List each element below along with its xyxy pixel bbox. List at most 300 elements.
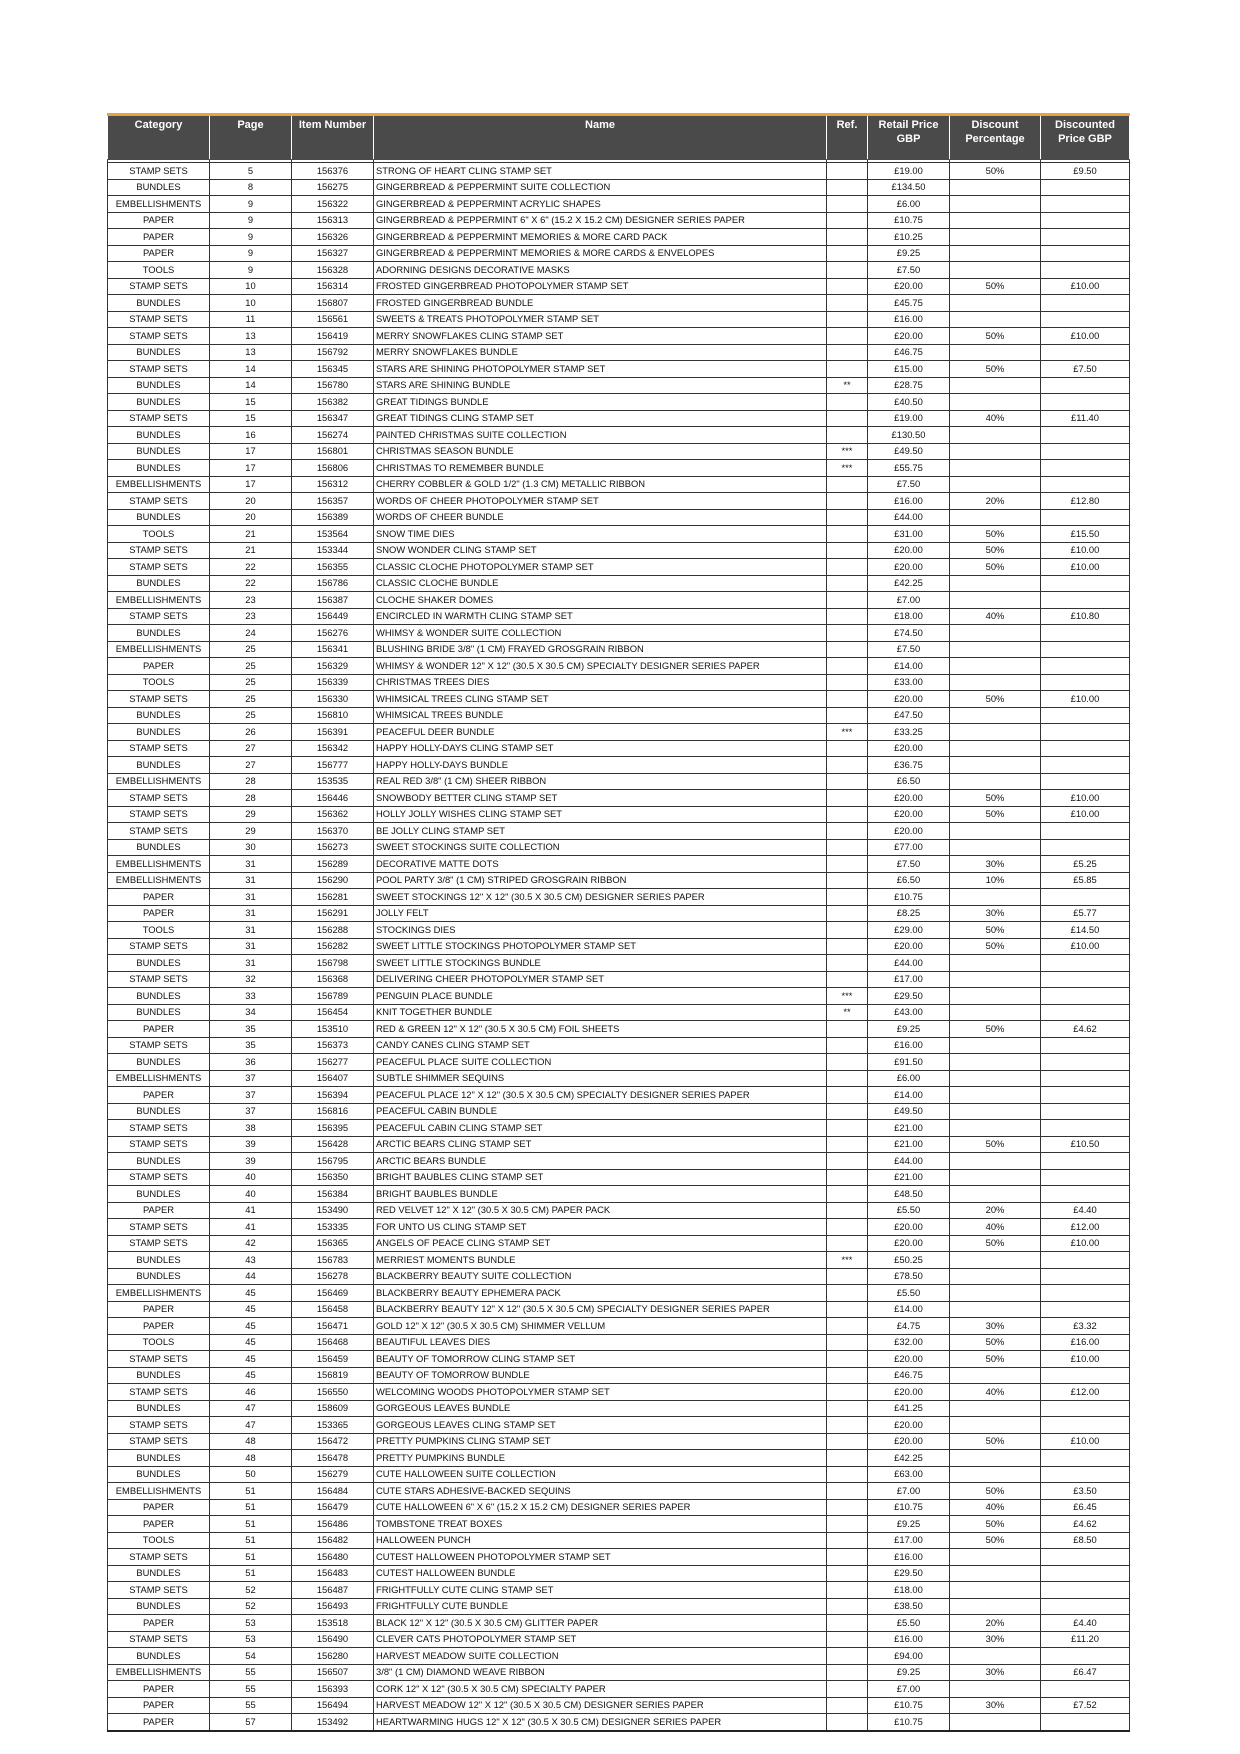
category-cell: PAPER [108,1318,210,1335]
table-row [108,575,1130,592]
table-row [108,1499,1130,1516]
name-cell: ANGELS OF PEACE CLING STAMP SET [374,1235,827,1252]
item-number-cell: 156277 [292,1054,374,1071]
retail-price-cell: £20.00 [868,740,950,757]
discounted-price-cell: £4.62 [1041,1021,1130,1038]
page-cell: 52 [210,1582,292,1599]
item-number-cell: 156365 [292,1235,374,1252]
discount-percentage-cell: 20% [950,493,1041,510]
discount-percentage-cell: 50% [950,559,1041,576]
page-cell: 20 [210,493,292,510]
page-cell: 54 [210,1648,292,1665]
retail-price-cell: £21.00 [868,1120,950,1137]
category-cell: BUNDLES [108,295,210,312]
page-cell: 45 [210,1301,292,1318]
ref-cell [827,1384,868,1401]
table-row [108,608,1130,625]
table-row [108,1136,1130,1153]
name-cell: REAL RED 3/8" (1 CM) SHEER RIBBON [374,773,827,790]
page-cell: 17 [210,476,292,493]
item-number-cell: 156801 [292,443,374,460]
table-row [108,526,1130,543]
table-row [108,344,1130,361]
category-cell: TOOLS [108,674,210,691]
name-cell: MERRY SNOWFLAKES CLING STAMP SET [374,328,827,345]
name-cell: PRETTY PUMPKINS CLING STAMP SET [374,1433,827,1450]
item-number-cell: 156469 [292,1285,374,1302]
category-cell: BUNDLES [108,377,210,394]
retail-price-cell: £29.50 [868,988,950,1005]
name-cell: CLEVER CATS PHOTOPOLYMER STAMP SET [374,1631,827,1648]
name-cell: BE JOLLY CLING STAMP SET [374,823,827,840]
ref-cell [827,526,868,543]
ref-cell [827,295,868,312]
retail-price-cell: £55.75 [868,460,950,477]
category-cell: PAPER [108,212,210,229]
retail-price-cell: £18.00 [868,608,950,625]
discount-percentage-cell [950,1714,1041,1731]
table-row [108,707,1130,724]
discount-percentage-cell [950,674,1041,691]
item-number-cell: 156478 [292,1450,374,1467]
discounted-price-cell [1041,229,1130,246]
name-cell: GOLD 12" X 12" (30.5 X 30.5 CM) SHIMMER VELLUM [374,1318,827,1335]
discount-percentage-cell: 50% [950,542,1041,559]
retail-price-cell: £10.75 [868,1499,950,1516]
page-cell: 46 [210,1384,292,1401]
category-cell: STAMP SETS [108,608,210,625]
item-number-cell: 156312 [292,476,374,493]
discounted-price-cell: £11.40 [1041,410,1130,427]
discount-percentage-cell [950,1153,1041,1170]
retail-price-cell: £44.00 [868,1153,950,1170]
ref-cell [827,856,868,873]
page-cell: 29 [210,823,292,840]
retail-price-cell: £10.25 [868,229,950,246]
discount-percentage-cell [950,377,1041,394]
table-row [108,1582,1130,1599]
discounted-price-cell [1041,1582,1130,1599]
table-row [108,839,1130,856]
table-row [108,1186,1130,1203]
category-cell: STAMP SETS [108,1235,210,1252]
name-cell: RED & GREEN 12" X 12" (30.5 X 30.5 CM) FOIL SHEETS [374,1021,827,1038]
item-number-cell: 156274 [292,427,374,444]
ref-cell [827,922,868,939]
discounted-price-cell: £5.25 [1041,856,1130,873]
item-number-cell: 156819 [292,1367,374,1384]
retail-price-cell: £9.25 [868,1516,950,1533]
item-number-cell: 156362 [292,806,374,823]
discounted-price-cell [1041,460,1130,477]
table-row [108,1598,1130,1615]
header-category: Category [108,115,210,160]
name-cell: BLACKBERRY BEAUTY 12" X 12" (30.5 X 30.5 CM) SPECIALTY DESIGNER SERIES PAPER [374,1301,827,1318]
page-cell: 52 [210,1598,292,1615]
page-cell: 31 [210,955,292,972]
retail-price-cell: £49.50 [868,1103,950,1120]
page-cell: 10 [210,295,292,312]
table-row [108,1334,1130,1351]
category-cell: BUNDLES [108,1153,210,1170]
discounted-price-cell [1041,377,1130,394]
ref-cell [827,658,868,675]
table-row [108,757,1130,774]
item-number-cell: 156339 [292,674,374,691]
name-cell: BLACKBERRY BEAUTY EPHEMERA PACK [374,1285,827,1302]
ref-cell [827,1367,868,1384]
discounted-price-cell: £12.80 [1041,493,1130,510]
ref-cell [827,1334,868,1351]
table-row [108,922,1130,939]
page-cell: 55 [210,1697,292,1714]
category-cell: PAPER [108,1301,210,1318]
category-cell: PAPER [108,1681,210,1698]
discount-percentage-cell [950,1417,1041,1434]
retail-price-cell: £134.50 [868,179,950,196]
name-cell: GORGEOUS LEAVES BUNDLE [374,1400,827,1417]
item-number-cell: 156393 [292,1681,374,1698]
ref-cell [827,344,868,361]
name-cell: SWEET LITTLE STOCKINGS PHOTOPOLYMER STAMP SET [374,938,827,955]
category-cell: PAPER [108,1714,210,1731]
table-row [108,938,1130,955]
item-number-cell: 156472 [292,1433,374,1450]
item-number-cell: 156314 [292,278,374,295]
page-cell: 47 [210,1400,292,1417]
discounted-price-cell [1041,344,1130,361]
ref-cell: ** [827,377,868,394]
discounted-price-cell [1041,1549,1130,1566]
table-row [108,1120,1130,1137]
name-cell: FROSTED GINGERBREAD BUNDLE [374,295,827,312]
category-cell: STAMP SETS [108,1549,210,1566]
table-row [108,427,1130,444]
page-cell: 53 [210,1631,292,1648]
retail-price-cell: £5.50 [868,1285,950,1302]
page-cell: 51 [210,1532,292,1549]
ref-cell [827,493,868,510]
item-number-cell: 156449 [292,608,374,625]
ref-cell [827,1400,868,1417]
table-row [108,311,1130,328]
page-cell: 14 [210,361,292,378]
retail-price-cell: £20.00 [868,559,950,576]
table-row [108,856,1130,873]
table-row [108,1202,1130,1219]
discounted-price-cell: £5.85 [1041,872,1130,889]
table-row [108,905,1130,922]
discount-percentage-cell [950,1252,1041,1269]
ref-cell [827,757,868,774]
retail-price-cell: £63.00 [868,1466,950,1483]
item-number-cell: 156327 [292,245,374,262]
page-cell: 10 [210,278,292,295]
page-cell: 48 [210,1433,292,1450]
discounted-price-cell: £4.40 [1041,1615,1130,1632]
retail-price-cell: £20.00 [868,1219,950,1236]
name-cell: CUTEST HALLOWEEN BUNDLE [374,1565,827,1582]
table-row [108,1400,1130,1417]
category-cell: BUNDLES [108,1103,210,1120]
name-cell: GINGERBREAD & PEPPERMINT MEMORIES & MORE CARD PACK [374,229,827,246]
retail-price-cell: £29.00 [868,922,950,939]
ref-cell [827,361,868,378]
page-cell: 22 [210,559,292,576]
page-cell: 31 [210,905,292,922]
retail-price-cell: £20.00 [868,691,950,708]
discount-percentage-cell: 50% [950,691,1041,708]
ref-cell [827,938,868,955]
item-number-cell: 153510 [292,1021,374,1038]
ref-cell [827,1120,868,1137]
category-cell: BUNDLES [108,1565,210,1582]
ref-cell [827,608,868,625]
page-cell: 31 [210,938,292,955]
item-number-cell: 156490 [292,1631,374,1648]
retail-price-cell: £16.00 [868,493,950,510]
category-cell: STAMP SETS [108,328,210,345]
discount-percentage-cell: 30% [950,856,1041,873]
table-row [108,1483,1130,1500]
header-retail-price: Retail Price GBP [868,115,950,160]
discount-percentage-cell [950,971,1041,988]
item-number-cell: 156389 [292,509,374,526]
discount-percentage-cell [950,1681,1041,1698]
name-cell: BLACK 12" X 12" (30.5 X 30.5 CM) GLITTER PAPER [374,1615,827,1632]
discount-percentage-cell: 50% [950,163,1041,180]
category-cell: EMBELLISHMENTS [108,1483,210,1500]
item-number-cell: 156786 [292,575,374,592]
name-cell: ARCTIC BEARS CLING STAMP SET [374,1136,827,1153]
name-cell: WHIMSY & WONDER 12" X 12" (30.5 X 30.5 CM) SPECIALTY DESIGNER SERIES PAPER [374,658,827,675]
page-cell: 47 [210,1417,292,1434]
ref-cell [827,1681,868,1698]
category-cell: STAMP SETS [108,938,210,955]
item-number-cell: 156273 [292,839,374,856]
page-cell: 33 [210,988,292,1005]
page-cell: 41 [210,1219,292,1236]
table-row [108,691,1130,708]
discount-percentage-cell: 50% [950,938,1041,955]
category-cell: PAPER [108,245,210,262]
name-cell: KNIT TOGETHER BUNDLE [374,1004,827,1021]
item-number-cell: 153535 [292,773,374,790]
table-row [108,509,1130,526]
item-number-cell: 156376 [292,163,374,180]
page-cell: 17 [210,460,292,477]
header-ref: Ref. [827,115,868,160]
table-row [108,493,1130,510]
item-number-cell: 156370 [292,823,374,840]
ref-cell [827,1351,868,1368]
discounted-price-cell: £10.50 [1041,1136,1130,1153]
discount-percentage-cell: 40% [950,410,1041,427]
table-row [108,889,1130,906]
category-cell: STAMP SETS [108,1037,210,1054]
table-row [108,1301,1130,1318]
category-cell: PAPER [108,1202,210,1219]
category-cell: STAMP SETS [108,1169,210,1186]
ref-cell [827,1549,868,1566]
discounted-price-cell [1041,1565,1130,1582]
ref-cell [827,1516,868,1533]
retail-price-cell: £20.00 [868,938,950,955]
category-cell: STAMP SETS [108,1136,210,1153]
item-number-cell: 156459 [292,1351,374,1368]
name-cell: BEAUTY OF TOMORROW CLING STAMP SET [374,1351,827,1368]
category-cell: BUNDLES [108,1598,210,1615]
ref-cell [827,1087,868,1104]
item-number-cell: 156281 [292,889,374,906]
category-cell: BUNDLES [108,757,210,774]
item-number-cell: 156276 [292,625,374,642]
ref-cell [827,542,868,559]
discount-percentage-cell [950,1054,1041,1071]
table-row [108,1450,1130,1467]
category-cell: TOOLS [108,262,210,279]
ref-cell [827,955,868,972]
ref-cell [827,1450,868,1467]
discount-percentage-cell [950,1120,1041,1137]
discount-percentage-cell [950,1648,1041,1665]
category-cell: STAMP SETS [108,278,210,295]
discount-percentage-cell [950,1301,1041,1318]
discounted-price-cell: £3.50 [1041,1483,1130,1500]
ref-cell [827,641,868,658]
table-row [108,674,1130,691]
name-cell: BRIGHT BAUBLES CLING STAMP SET [374,1169,827,1186]
retail-price-cell: £38.50 [868,1598,950,1615]
table-row [108,229,1130,246]
table-row [108,328,1130,345]
item-number-cell: 153344 [292,542,374,559]
table-row [108,1219,1130,1236]
item-number-cell: 156795 [292,1153,374,1170]
category-cell: PAPER [108,905,210,922]
category-cell: STAMP SETS [108,790,210,807]
name-cell: STARS ARE SHINING BUNDLE [374,377,827,394]
discounted-price-cell: £10.00 [1041,806,1130,823]
table-row [108,476,1130,493]
category-cell: TOOLS [108,1334,210,1351]
ref-cell [827,674,868,691]
discount-percentage-cell [950,1037,1041,1054]
table-row [108,410,1130,427]
retail-price-cell: £20.00 [868,1235,950,1252]
item-number-cell: 156289 [292,856,374,873]
discount-percentage-cell: 50% [950,1351,1041,1368]
retail-price-cell: £15.00 [868,361,950,378]
name-cell: RED VELVET 12" X 12" (30.5 X 30.5 CM) PAPER PACK [374,1202,827,1219]
table-row [108,1054,1130,1071]
category-cell: BUNDLES [108,1252,210,1269]
discount-percentage-cell [950,460,1041,477]
discount-percentage-cell: 30% [950,1697,1041,1714]
category-cell: BUNDLES [108,724,210,741]
ref-cell [827,1169,868,1186]
retail-price-cell: £21.00 [868,1136,950,1153]
page-cell: 55 [210,1681,292,1698]
discount-percentage-cell: 40% [950,1384,1041,1401]
name-cell: JOLLY FELT [374,905,827,922]
name-cell: BEAUTIFUL LEAVES DIES [374,1334,827,1351]
category-cell: STAMP SETS [108,163,210,180]
category-cell: STAMP SETS [108,971,210,988]
discounted-price-cell [1041,1252,1130,1269]
table-row [108,955,1130,972]
retail-price-cell: £5.50 [868,1615,950,1632]
discount-percentage-cell: 50% [950,1516,1041,1533]
name-cell: PEACEFUL PLACE 12" X 12" (30.5 X 30.5 CM) SPECIALTY DESIGNER SERIES PAPER [374,1087,827,1104]
retail-price-cell: £10.75 [868,1697,950,1714]
discount-percentage-cell [950,1549,1041,1566]
item-number-cell: 156792 [292,344,374,361]
category-cell: BUNDLES [108,394,210,411]
name-cell: ARCTIC BEARS BUNDLE [374,1153,827,1170]
table-row [108,1021,1130,1038]
discount-percentage-cell [950,196,1041,213]
name-cell: GINGERBREAD & PEPPERMINT SUITE COLLECTION [374,179,827,196]
page-cell: 39 [210,1153,292,1170]
discount-percentage-cell: 40% [950,1499,1041,1516]
page-cell: 25 [210,674,292,691]
table-row [108,1648,1130,1665]
page-cell: 41 [210,1202,292,1219]
table-row [108,179,1130,196]
category-cell: EMBELLISHMENTS [108,856,210,873]
retail-price-cell: £43.00 [868,1004,950,1021]
discounted-price-cell [1041,1087,1130,1104]
retail-price-cell: £44.00 [868,955,950,972]
ref-cell [827,1648,868,1665]
page-cell: 25 [210,641,292,658]
retail-price-cell: £49.50 [868,443,950,460]
retail-price-cell: £42.25 [868,575,950,592]
discount-percentage-cell [950,839,1041,856]
ref-cell [827,1021,868,1038]
category-cell: STAMP SETS [108,1120,210,1137]
ref-cell [827,262,868,279]
item-number-cell: 156280 [292,1648,374,1665]
category-cell: STAMP SETS [108,1631,210,1648]
table-row [108,262,1130,279]
category-cell: BUNDLES [108,179,210,196]
item-number-cell: 156471 [292,1318,374,1335]
table-row [108,1367,1130,1384]
table-row [108,1318,1130,1335]
item-number-cell: 156780 [292,377,374,394]
category-cell: STAMP SETS [108,740,210,757]
discount-percentage-cell: 50% [950,1334,1041,1351]
discount-percentage-cell [950,229,1041,246]
retail-price-cell: £46.75 [868,344,950,361]
category-cell: EMBELLISHMENTS [108,773,210,790]
discounted-price-cell [1041,823,1130,840]
name-cell: HOLLY JOLLY WISHES CLING STAMP SET [374,806,827,823]
retail-price-cell: £20.00 [868,790,950,807]
item-number-cell: 153518 [292,1615,374,1632]
discounted-price-cell [1041,1120,1130,1137]
discount-percentage-cell [950,476,1041,493]
table-row [108,377,1130,394]
ref-cell [827,905,868,922]
table-row [108,790,1130,807]
item-number-cell: 156368 [292,971,374,988]
table-row [108,641,1130,658]
discounted-price-cell [1041,1466,1130,1483]
retail-price-cell: £20.00 [868,1417,950,1434]
